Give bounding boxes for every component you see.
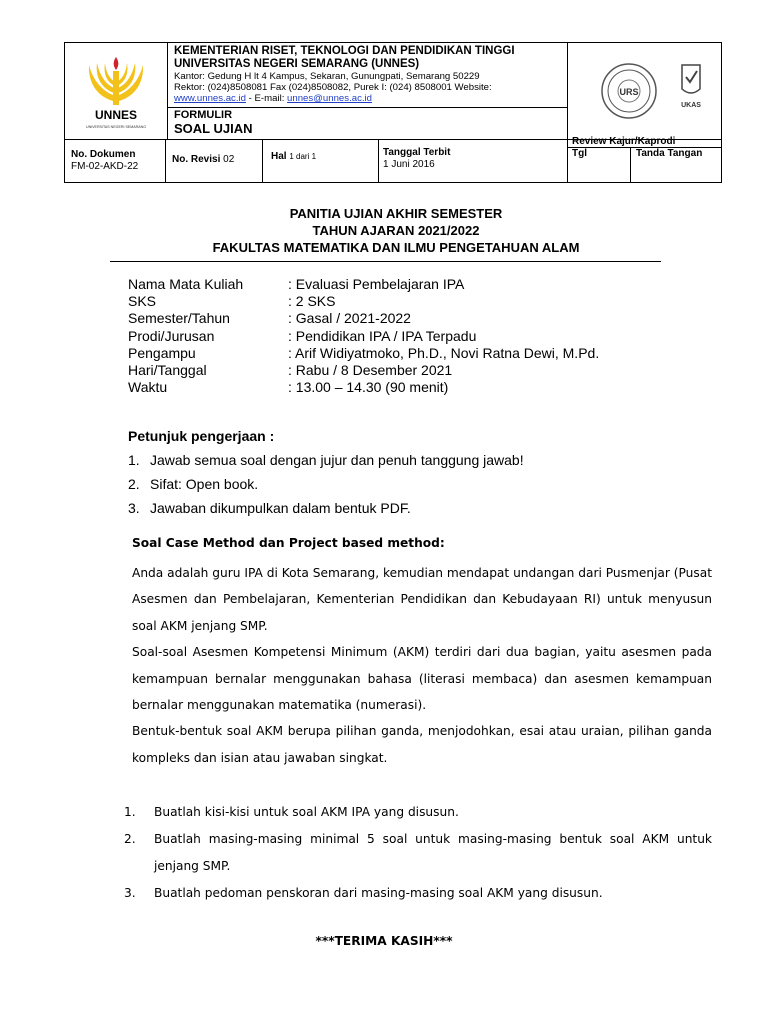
course-info	[128, 276, 599, 396]
ukas-badge-icon	[681, 65, 701, 109]
document-header-table	[64, 42, 722, 183]
info-row: Prodi/Jurusan : Pendidikan IPA / IPA Terpadu	[128, 327, 477, 344]
case-paragraph: Bentuk-bentuk soal AKM berupa pilihan ganda, menjodohkan, esai atau uraian, pilihan ganda kompleks dan isian atau jawaban singkat.	[132, 724, 712, 765]
task-item: 2. Buatlah masing-masing minimal 5 soal untuk masing-masing bentuk soal AKM untuk jenjang SMP.	[124, 832, 712, 873]
form-label: FORMULIR	[174, 109, 233, 121]
certification-badges	[587, 49, 717, 135]
review-date-label: Tgl	[572, 148, 587, 159]
logo-text: UNNES	[94, 108, 138, 122]
title-divider	[110, 261, 661, 262]
list-item: 2. Sifat: Open book.	[128, 476, 259, 492]
faculty-title: FAKULTAS MATEMATIKA DAN ILMU PENGETAHUAN ALAM	[212, 240, 580, 255]
revision-cell: No. Revisi 02	[172, 154, 235, 165]
task-item: 1. Buatlah kisi-kisi untuk soal AKM IPA yang disusun.	[124, 805, 459, 819]
info-row: SKS : 2 SKS	[128, 293, 336, 310]
issue-date-cell: Tanggal Terbit 1 Juni 2016	[383, 147, 451, 170]
svg-text:URS: URS	[619, 87, 639, 97]
doc-number-cell: No. Dokumen FM-02-AKD-22	[71, 149, 139, 172]
case-paragraph: Soal-soal Asesmen Kompetensi Minimum (AKM) terdiri dari dua bagian, yaitu asesmen pada kemampuan bernalar menggunakan bahasa (literasi membaca) dan asesmen kemampuan bernalar menggunakan matematika (numerasi).	[132, 645, 712, 713]
case-text	[132, 560, 712, 771]
info-row: Pengampu : Arif Widiyatmoko, Ph.D., Novi Ratna Dewi, M.Pd.	[128, 344, 600, 361]
contact-line: www.unnes.ac.id - E-mail: unnes@unnes.ac.id	[174, 93, 372, 104]
case-heading: Soal Case Method dan Project based method:	[132, 536, 445, 550]
info-row: Waktu : 13.00 – 14.30 (90 menit)	[128, 379, 449, 396]
unnes-logo-icon	[79, 51, 153, 135]
ministry-name: KEMENTERIAN RISET, TEKNOLOGI DAN PENDIDIKAN TINGGI	[174, 45, 515, 57]
academic-year-title: TAHUN AJARAN 2021/2022	[312, 223, 480, 238]
urs-seal-icon	[602, 64, 656, 118]
info-row: Nama Mata Kuliah : Evaluasi Pembelajaran IPA	[128, 276, 465, 292]
letterhead	[174, 45, 564, 104]
closing-text: ***TERIMA KASIH***	[315, 934, 453, 948]
page-cell: Hal 1 dari 1	[271, 151, 317, 162]
address: Kantor: Gedung H lt 4 Kampus, Sekaran, Gunungpati, Semarang 50229	[174, 71, 480, 82]
unnes-logo	[65, 43, 168, 139]
instructions-heading: Petunjuk pengerjaan :	[128, 428, 275, 444]
info-row: Hari/Tanggal : Rabu / 8 Desember 2021	[128, 361, 453, 378]
list-item: 3. Jawaban dikumpulkan dalam bentuk PDF.	[128, 500, 411, 516]
university-name: UNIVERSITAS NEGERI SEMARANG (UNNES)	[174, 58, 420, 70]
info-row: Semester/Tahun : Gasal / 2021-2022	[128, 310, 411, 327]
email-link[interactable]: unnes@unnes.ac.id	[287, 93, 372, 104]
task-item: 3. Buatlah pedoman penskoran dari masing-masing soal AKM yang disusun.	[124, 886, 603, 900]
signature-label: Tanda Tangan	[636, 148, 703, 159]
task-list	[124, 799, 712, 907]
website-link[interactable]: www.unnes.ac.id	[174, 93, 246, 104]
logo-tagline: UNIVERSITAS NEGERI SEMARANG	[85, 125, 147, 129]
exam-committee-title: PANITIA UJIAN AKHIR SEMESTER	[289, 206, 503, 221]
case-paragraph: Anda adalah guru IPA di Kota Semarang, kemudian mendapat undangan dari Pusmenjar (Pusat Asesmen dan Pembelajaran, Kementerian Pendidikan dan Kebudayaan RI) untuk menyusun soal AKM jenjang SMP.	[132, 566, 712, 633]
instructions-list	[128, 448, 524, 520]
form-title: SOAL UJIAN	[174, 121, 253, 136]
phone: Rektor: (024)8508081 Fax (024)8508082, Purek I: (024) 8508001 Website:	[174, 82, 492, 93]
review-label: Review Kajur/Kaprodi	[572, 136, 676, 147]
list-item: 1. Jawab semua soal dengan jujur dan penuh tanggung jawab!	[128, 452, 524, 468]
svg-text:UKAS: UKAS	[681, 102, 701, 109]
